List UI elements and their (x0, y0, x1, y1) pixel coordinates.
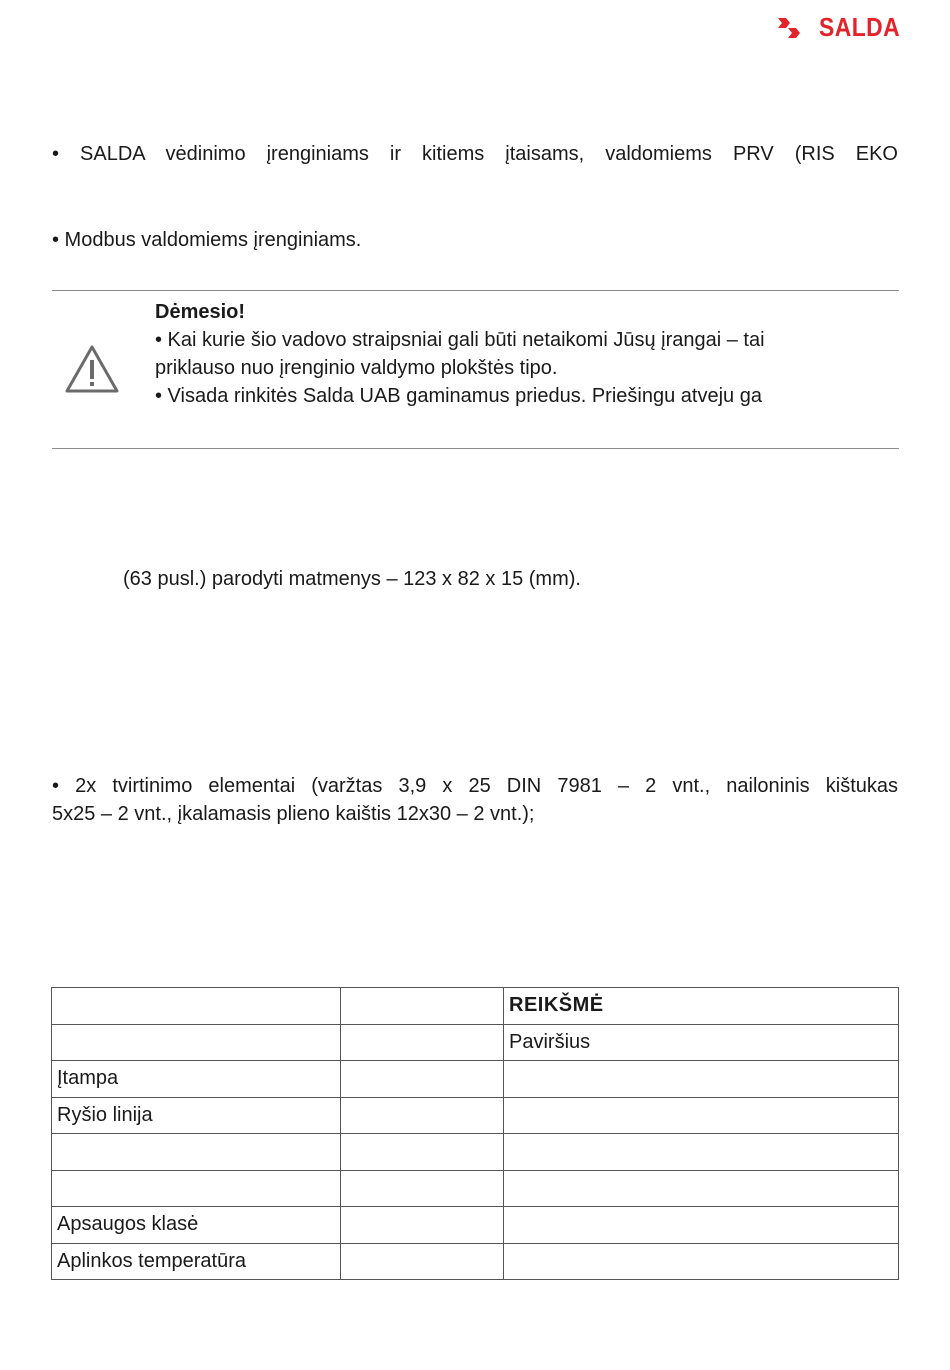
warning-bottom-rule (52, 448, 899, 449)
warning-block (155, 298, 900, 410)
table-row (52, 1243, 899, 1280)
table-cell (341, 1061, 504, 1098)
table-cell (341, 1134, 504, 1171)
table-cell (52, 1134, 341, 1171)
table-row (52, 1024, 899, 1061)
table-cell (504, 1134, 899, 1171)
warning-line-2: priklauso nuo įrenginio valdymo plokštės tipo. (155, 357, 558, 379)
brand-name: SALDA (818, 12, 900, 42)
spec-table (51, 987, 899, 1280)
table-cell (504, 1243, 899, 1280)
warning-top-rule (52, 290, 899, 291)
table-row (52, 1097, 899, 1134)
table-cell: REIKŠMĖ (504, 988, 899, 1025)
table-row (52, 1170, 899, 1207)
paragraph-dimensions: (63 pusl.) parodyti matmenys – 123 x 82 x 15 (mm). (123, 568, 581, 590)
warning-line-1: • Kai kurie šio vadovo straipsniai gali būti netaikomi Jūsų įrangai – tai (155, 329, 765, 351)
paragraph-prv-devices: • SALDA vėdinimo įrenginiams ir kitiems įtaisams, valdomiems PRV (RIS EKO (52, 143, 898, 165)
table-cell: Ryšio linija (52, 1097, 341, 1134)
paragraph-fasteners-line-1: • 2x tvirtinimo elementai (varžtas 3,9 x 25 DIN 7981 – 2 vnt., nailoninis kištukas (52, 775, 898, 797)
table-cell (504, 1170, 899, 1207)
table-cell: Įtampa (52, 1061, 341, 1098)
paragraph-modbus-devices: • Modbus valdomiems įrenginiams. (52, 229, 362, 251)
table-cell: Apsaugos klasė (52, 1207, 341, 1244)
table-cell (341, 1097, 504, 1134)
table-cell (341, 1207, 504, 1244)
warning-line-3: • Visada rinkitės Salda UAB gaminamus priedus. Priešingu atveju ga (155, 385, 762, 407)
table-row (52, 988, 899, 1025)
table-cell (341, 1170, 504, 1207)
table-row (52, 1061, 899, 1098)
table-row (52, 1134, 899, 1171)
table-cell (341, 1243, 504, 1280)
table-cell (341, 1024, 504, 1061)
salda-logo-icon (776, 16, 802, 40)
table-cell (52, 1170, 341, 1207)
table-cell: Paviršius (504, 1024, 899, 1061)
table-cell: Aplinkos temperatūra (52, 1243, 341, 1280)
table-row (52, 1207, 899, 1244)
table-cell (341, 988, 504, 1025)
table-cell (504, 1061, 899, 1098)
paragraph-fasteners-line-2: 5x25 – 2 vnt., įkalamasis plieno kaištis 12x30 – 2 vnt.); (52, 803, 535, 825)
table-cell (52, 1024, 341, 1061)
table-cell (504, 1097, 899, 1134)
warning-triangle-icon (64, 344, 120, 399)
warning-title: Dėmesio! (155, 301, 246, 323)
table-cell (504, 1207, 899, 1244)
salda-logo (776, 12, 900, 43)
table-cell (52, 988, 341, 1025)
